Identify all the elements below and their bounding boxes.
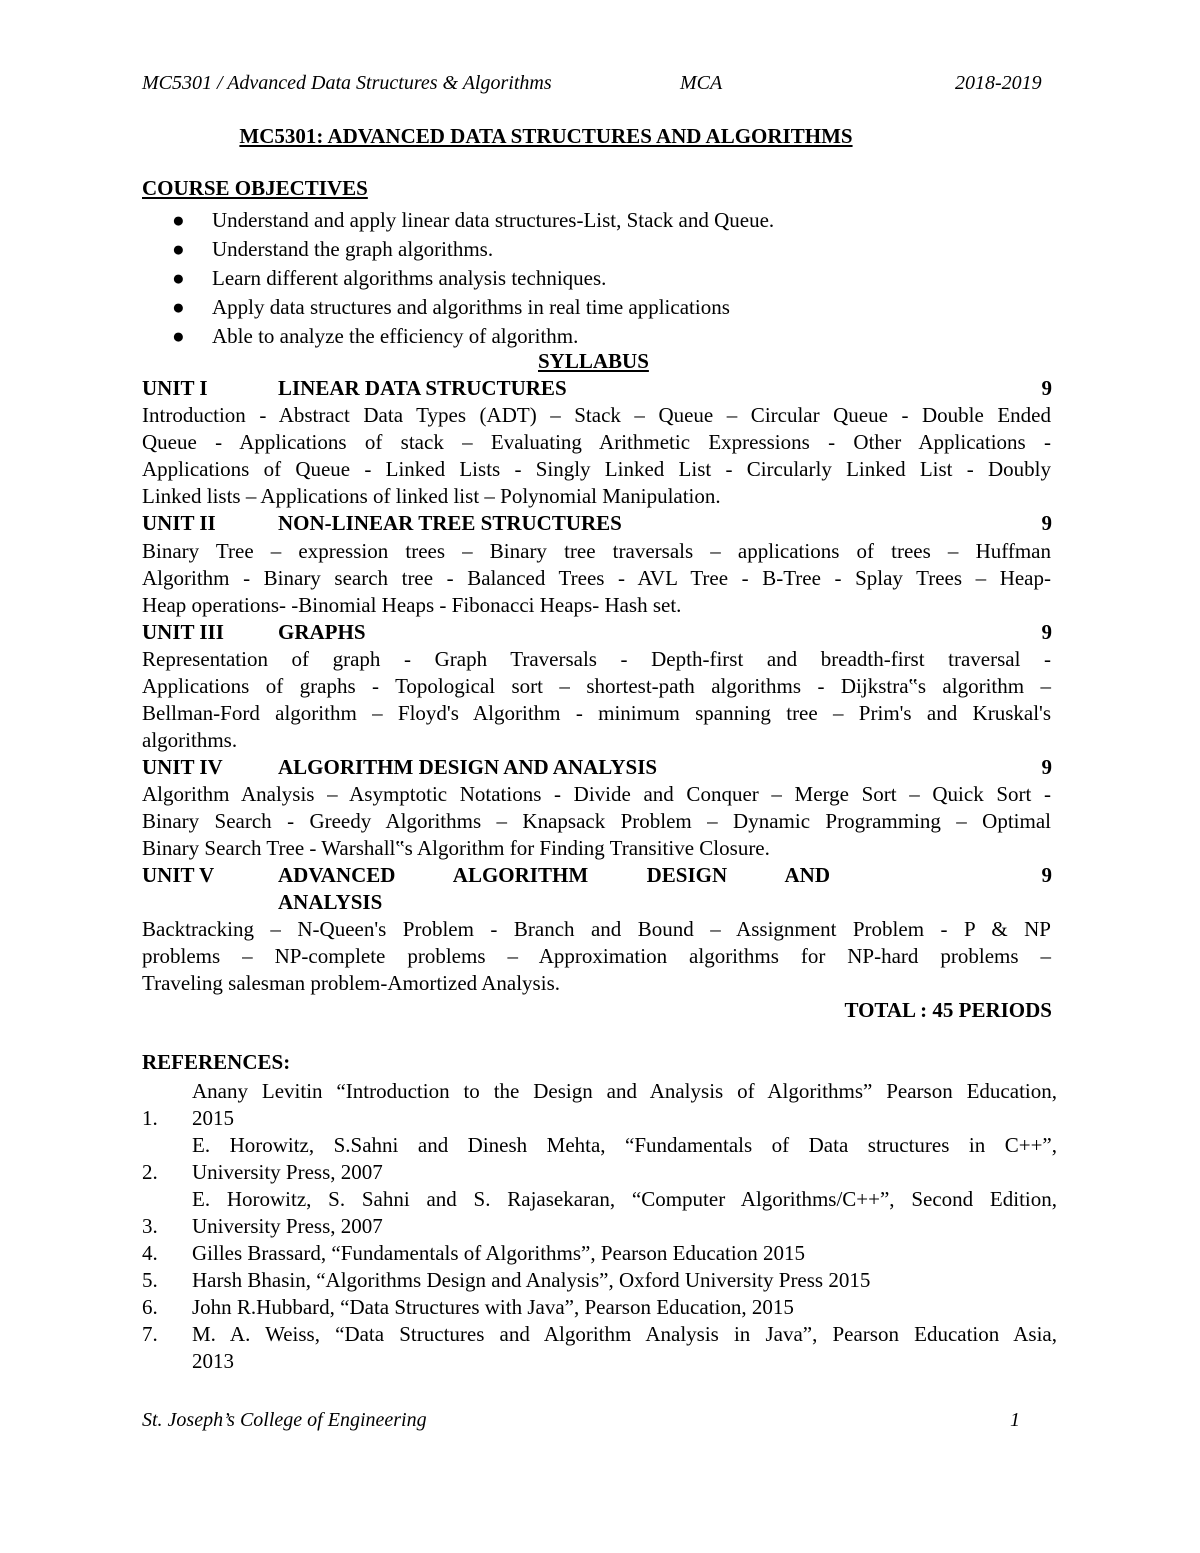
unit-text-line: Heap operations- -Binomial Heaps - Fibonacci Heaps- Hash set. — [142, 593, 682, 617]
reference-line: Anany Levitin “Introduction to the Design and Analysis of Algorithms” Pearson Education, — [192, 1079, 1057, 1103]
unit-text-line: Introduction - Abstract Data Types (ADT) – Stack – Queue – Circular Queue - Double Ended — [142, 403, 1051, 427]
header-program: MCA — [680, 72, 723, 94]
unit-text-line: Representation of graph - Graph Traversals - Depth-first and breadth-first traversal - — [142, 647, 1051, 671]
unit-hours: 9 — [1041, 755, 1052, 779]
header-year: 2018-2019 — [955, 72, 1042, 94]
footer-college: St. Joseph’s College of Engineering — [142, 1409, 427, 1431]
objective-item: Understand and apply linear data structures-List, Stack and Queue. — [212, 208, 775, 232]
unit-label: UNIT IV — [142, 755, 223, 779]
unit-label: UNIT III — [142, 620, 224, 644]
reference-number: 1. — [142, 1106, 158, 1130]
objective-item: Apply data structures and algorithms in real time applications — [212, 295, 730, 319]
objectives-heading: COURSE OBJECTIVES — [142, 176, 368, 200]
unit-text-line: Applications of Queue - Linked Lists - Singly Linked List - Circularly Linked List - Doubly — [142, 457, 1051, 481]
reference-line: 2015 — [192, 1106, 234, 1130]
reference-line: E. Horowitz, S. Sahni and S. Rajasekaran, “Computer Algorithms/C++”, Second Edition, — [192, 1187, 1057, 1211]
unit-label: UNIT I — [142, 376, 208, 400]
unit-hours: 9 — [1041, 620, 1052, 644]
unit-text-line: algorithms. — [142, 728, 238, 752]
objective-item: Able to analyze the efficiency of algorithm. — [212, 324, 579, 348]
total-periods: TOTAL : 45 PERIODS — [844, 998, 1052, 1022]
unit-title: GRAPHS — [278, 620, 366, 644]
unit-text-line: problems – NP-complete problems – Approximation algorithms for NP-hard problems – — [142, 944, 1051, 968]
reference-line: University Press, 2007 — [192, 1214, 383, 1238]
bullet-icon: ● — [172, 208, 185, 232]
objective-item: Understand the graph algorithms. — [212, 237, 494, 261]
reference-number: 5. — [142, 1268, 158, 1292]
page-title: MC5301: ADVANCED DATA STRUCTURES AND ALGORITHMS — [239, 124, 853, 148]
unit-text-line: Binary Tree – expression trees – Binary tree traversals – applications of trees – Huffman — [142, 539, 1051, 563]
unit-text-line: Bellman-Ford algorithm – Floyd's Algorithm - minimum spanning tree – Prim's and Kruskal's — [142, 701, 1051, 725]
unit-label: UNIT V — [142, 863, 215, 887]
bullet-icon: ● — [172, 324, 185, 348]
reference-line: John R.Hubbard, “Data Structures with Java”, Pearson Education, 2015 — [192, 1295, 794, 1319]
reference-line: E. Horowitz, S.Sahni and Dinesh Mehta, “Fundamentals of Data structures in C++”, — [192, 1133, 1057, 1157]
unit-text-line: Applications of graphs - Topological sort – shortest-path algorithms - Dijkstra‟s algorithm – — [142, 674, 1051, 698]
references-heading: REFERENCES: — [142, 1050, 291, 1074]
objective-item: Learn different algorithms analysis techniques. — [212, 266, 607, 290]
header-course: MC5301 / Advanced Data Structures & Algorithms — [142, 72, 552, 94]
unit-title: ALGORITHM DESIGN AND ANALYSIS — [278, 755, 658, 779]
reference-line: Harsh Bhasin, “Algorithms Design and Analysis”, Oxford University Press 2015 — [192, 1268, 871, 1292]
unit-title-continued: ANALYSIS — [278, 890, 383, 914]
unit-hours: 9 — [1041, 376, 1052, 400]
unit-title: LINEAR DATA STRUCTURES — [278, 376, 567, 400]
bullet-icon: ● — [172, 295, 185, 319]
unit-label: UNIT II — [142, 511, 216, 535]
reference-number: 3. — [142, 1214, 158, 1238]
unit-text-line: Queue - Applications of stack – Evaluating Arithmetic Expressions - Other Applications - — [142, 430, 1051, 454]
unit-text-line: Binary Search - Greedy Algorithms – Knapsack Problem – Dynamic Programming – Optimal — [142, 809, 1051, 833]
unit-hours: 9 — [1041, 511, 1052, 535]
bullet-icon: ● — [172, 266, 185, 290]
reference-line: 2013 — [192, 1349, 234, 1373]
reference-number: 2. — [142, 1160, 158, 1184]
unit-text-line: Algorithm - Binary search tree - Balanced Trees - AVL Tree - B-Tree - Splay Trees – Heap- — [142, 566, 1051, 590]
reference-number: 7. — [142, 1322, 158, 1346]
unit-text-line: Binary Search Tree - Warshall‟s Algorithm for Finding Transitive Closure. — [142, 836, 770, 860]
unit-hours: 9 — [1041, 863, 1052, 887]
syllabus-heading: SYLLABUS — [538, 349, 649, 373]
reference-number: 6. — [142, 1295, 158, 1319]
unit-text-line: Algorithm Analysis – Asymptotic Notations - Divide and Conquer – Merge Sort – Quick Sort - — [142, 782, 1051, 806]
unit-title: NON-LINEAR TREE STRUCTURES — [278, 511, 622, 535]
unit-title: ADVANCED ALGORITHM DESIGN AND — [278, 863, 830, 887]
unit-text-line: Backtracking – N-Queen's Problem - Branch and Bound – Assignment Problem - P & NP — [142, 917, 1051, 941]
footer-page-number: 1 — [1010, 1409, 1020, 1431]
reference-line: M. A. Weiss, “Data Structures and Algorithm Analysis in Java”, Pearson Education Asia, — [192, 1322, 1057, 1346]
reference-line: Gilles Brassard, “Fundamentals of Algorithms”, Pearson Education 2015 — [192, 1241, 805, 1265]
bullet-icon: ● — [172, 237, 185, 261]
unit-text-line: Linked lists – Applications of linked list – Polynomial Manipulation. — [142, 484, 721, 508]
reference-number: 4. — [142, 1241, 158, 1265]
reference-line: University Press, 2007 — [192, 1160, 383, 1184]
unit-text-line: Traveling salesman problem-Amortized Analysis. — [142, 971, 560, 995]
